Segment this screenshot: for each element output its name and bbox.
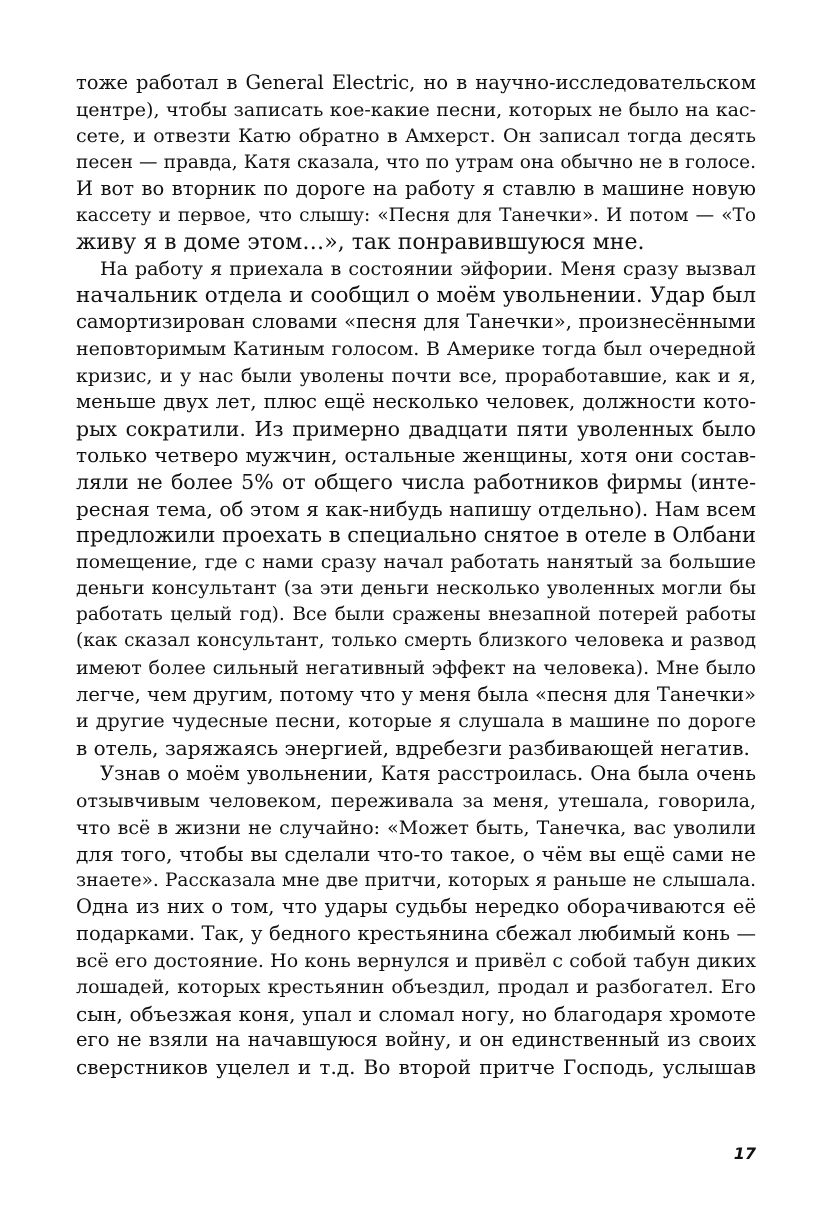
text-line: кассету и первое, что слышу: «Песня для Танечки». И потом — «То bbox=[76, 204, 756, 226]
text-line: ляли не более 5% от общего числа работников фирмы (инте- bbox=[76, 469, 756, 494]
page-number: 17 bbox=[733, 1144, 756, 1163]
text-line: тоже работал в General Electric, но в научно-исследовательском bbox=[76, 71, 756, 94]
text-line: меньше двух лет, плюс ещё несколько человек, должности кото- bbox=[76, 390, 756, 414]
text-line: предложили проехать в специально снятое в отеле в Олбани bbox=[76, 523, 756, 548]
text-line: сверстников уцелел и т.д. Во второй притче Господь, услышав bbox=[76, 1054, 756, 1079]
text-line: живу я в доме этом…», так понравившуюся мне. bbox=[76, 229, 645, 255]
text-line: начальник отдела и сообщил о моём увольнении. Удар был bbox=[76, 282, 756, 308]
paragraph-3 bbox=[76, 761, 756, 1080]
text-line: лошадей, которых крестьянин объездил, продал и разбогател. Его bbox=[76, 976, 756, 999]
text-line: На работу я приехала в состоянии эйфории. Меня сразу вызвал bbox=[100, 258, 756, 281]
text-line: его не взяли на начавшуюся войну, и он единственный из своих bbox=[76, 1028, 756, 1052]
text-line: в отель, заряжаясь энергией, вдребезги разбивающей негатив. bbox=[76, 735, 750, 760]
text-line: знаете». Рассказала мне две притчи, которых я раньше не слышала. bbox=[76, 869, 756, 891]
text-line: деньги консультант (за эти деньги несколько уволенных могли бы bbox=[76, 577, 756, 600]
text-line: подарками. Так, у бедного крестьянина сбежал любимый конь — bbox=[76, 922, 756, 945]
text-line: имеют более сильный негативный эффект на человека). Мне было bbox=[76, 657, 756, 680]
text-line: центре), чтобы записать кое-какие песни, которых не было на кас- bbox=[76, 98, 756, 121]
text-line: неповторимым Катиным голосом. В Америке тогда был очередной bbox=[76, 337, 756, 360]
text-line: сете, и отвезти Катю обратно в Амхерст. Он записал тогда десять bbox=[76, 125, 756, 148]
text-line: только четверо мужчин, остальные женщины, хотя они состав- bbox=[76, 443, 756, 468]
text-line: для того, чтобы вы сделали что-то такое, о чём вы ещё сами не bbox=[76, 842, 756, 867]
page-body bbox=[76, 70, 756, 1081]
text-line: и другие чудесные песни, которые я слушала в машине по дороге bbox=[76, 710, 756, 733]
paragraph-2 bbox=[76, 256, 756, 761]
text-line: всё его достояние. Но конь вернулся и привёл с собой табун диких bbox=[76, 949, 756, 972]
text-line: помещение, где с нами сразу начал работать нанятый за большие bbox=[76, 550, 756, 573]
text-line: рых сократили. Из примерно двадцати пяти уволенных было bbox=[76, 416, 756, 441]
text-line: ресная тема, об этом я как-нибудь напишу отдельно). Нам всем bbox=[76, 496, 756, 521]
text-line: работать целый год). Все были сражены внезапной потерей работы bbox=[76, 603, 756, 625]
text-line: сын, объезжая коня, упал и сломал ногу, но благодаря хромоте bbox=[76, 1001, 756, 1026]
text-line: песен — правда, Катя сказала, что по утрам она обычно не в голосе. bbox=[76, 151, 756, 173]
text-line: Одна из них о том, что удары судьбы нередко оборачиваются её bbox=[76, 895, 756, 919]
text-line: Узнав о моём увольнении, Катя расстроилась. Она была очень bbox=[100, 762, 756, 786]
text-line: отзывчивым человеком, переживала за меня, утешала, говорила, bbox=[76, 790, 756, 813]
text-line: самортизирован словами «песня для Танечки», произнесёнными bbox=[76, 310, 756, 334]
text-line: И вот во вторник по дороге на работу я ставлю в машине новую bbox=[76, 177, 756, 201]
text-line: кризис, и у нас были уволены почти все, проработавшие, как и я, bbox=[76, 364, 756, 387]
paragraph-1 bbox=[76, 70, 756, 256]
text-line: что всё в жизни не случайно: «Может быть, Танечка, вас уволили bbox=[76, 816, 756, 839]
text-line: (как сказал консультант, только смерть близкого человека и развод bbox=[76, 630, 756, 652]
text-line: легче, чем другим, потому что у меня была «песня для Танечки» bbox=[76, 682, 756, 706]
